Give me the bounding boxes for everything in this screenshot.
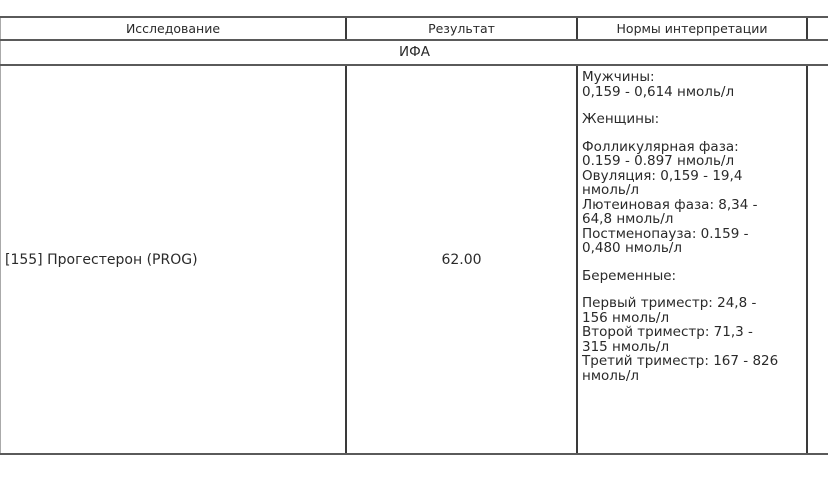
- results-table: [0, 16, 828, 455]
- pregnant-label: Беременные:: [582, 267, 677, 284]
- postmenopause-line2: 0,480 нмоль/л: [582, 240, 682, 256]
- table-row: [0, 64, 828, 455]
- trimester3-line1: Третий триместр: 167 - 826: [582, 353, 779, 369]
- luteal-line2: 64,8 нмоль/л: [582, 211, 674, 227]
- luteal-line1: Лютеиновая фаза: 8,34 -: [582, 196, 758, 213]
- reference-ranges: [576, 66, 806, 453]
- ovulation-line2: нмоль/л: [582, 182, 640, 198]
- postmenopause-line1: Постменопауза: 0.159 -: [582, 225, 749, 242]
- header-test: Исследование: [0, 18, 345, 39]
- trimester1-line2: 156 нмоль/л: [582, 309, 670, 326]
- header-row: [0, 16, 828, 39]
- men-label: Мужчины:: [582, 69, 655, 85]
- men-range: 0,159 - 0,614 нмоль/л: [582, 83, 735, 100]
- trimester3-line2: нмоль/л: [582, 367, 640, 384]
- group-row: [0, 39, 828, 64]
- women-label: Женщины:: [582, 111, 660, 127]
- header-result: Результат: [345, 18, 576, 39]
- group-label: ИФА: [0, 41, 828, 64]
- follicular-line2: 0.159 - 0.897 нмоль/л: [582, 153, 735, 169]
- header-extra: [806, 18, 828, 39]
- ovulation-line1: Овуляция: 0,159 - 19,4: [582, 167, 743, 184]
- follicular-line1: Фолликулярная фаза:: [582, 138, 739, 155]
- result-value: 62.00: [345, 66, 576, 453]
- trimester2-line2: 315 нмоль/л: [582, 338, 670, 355]
- test-name: [155] Прогестерон (PROG): [0, 66, 345, 453]
- header-norms: Нормы интерпретации: [576, 18, 806, 39]
- trimester2-line1: Второй триместр: 71,3 -: [582, 324, 753, 340]
- extra-cell: [806, 66, 828, 453]
- trimester1-line1: Первый триместр: 24,8 -: [582, 295, 757, 311]
